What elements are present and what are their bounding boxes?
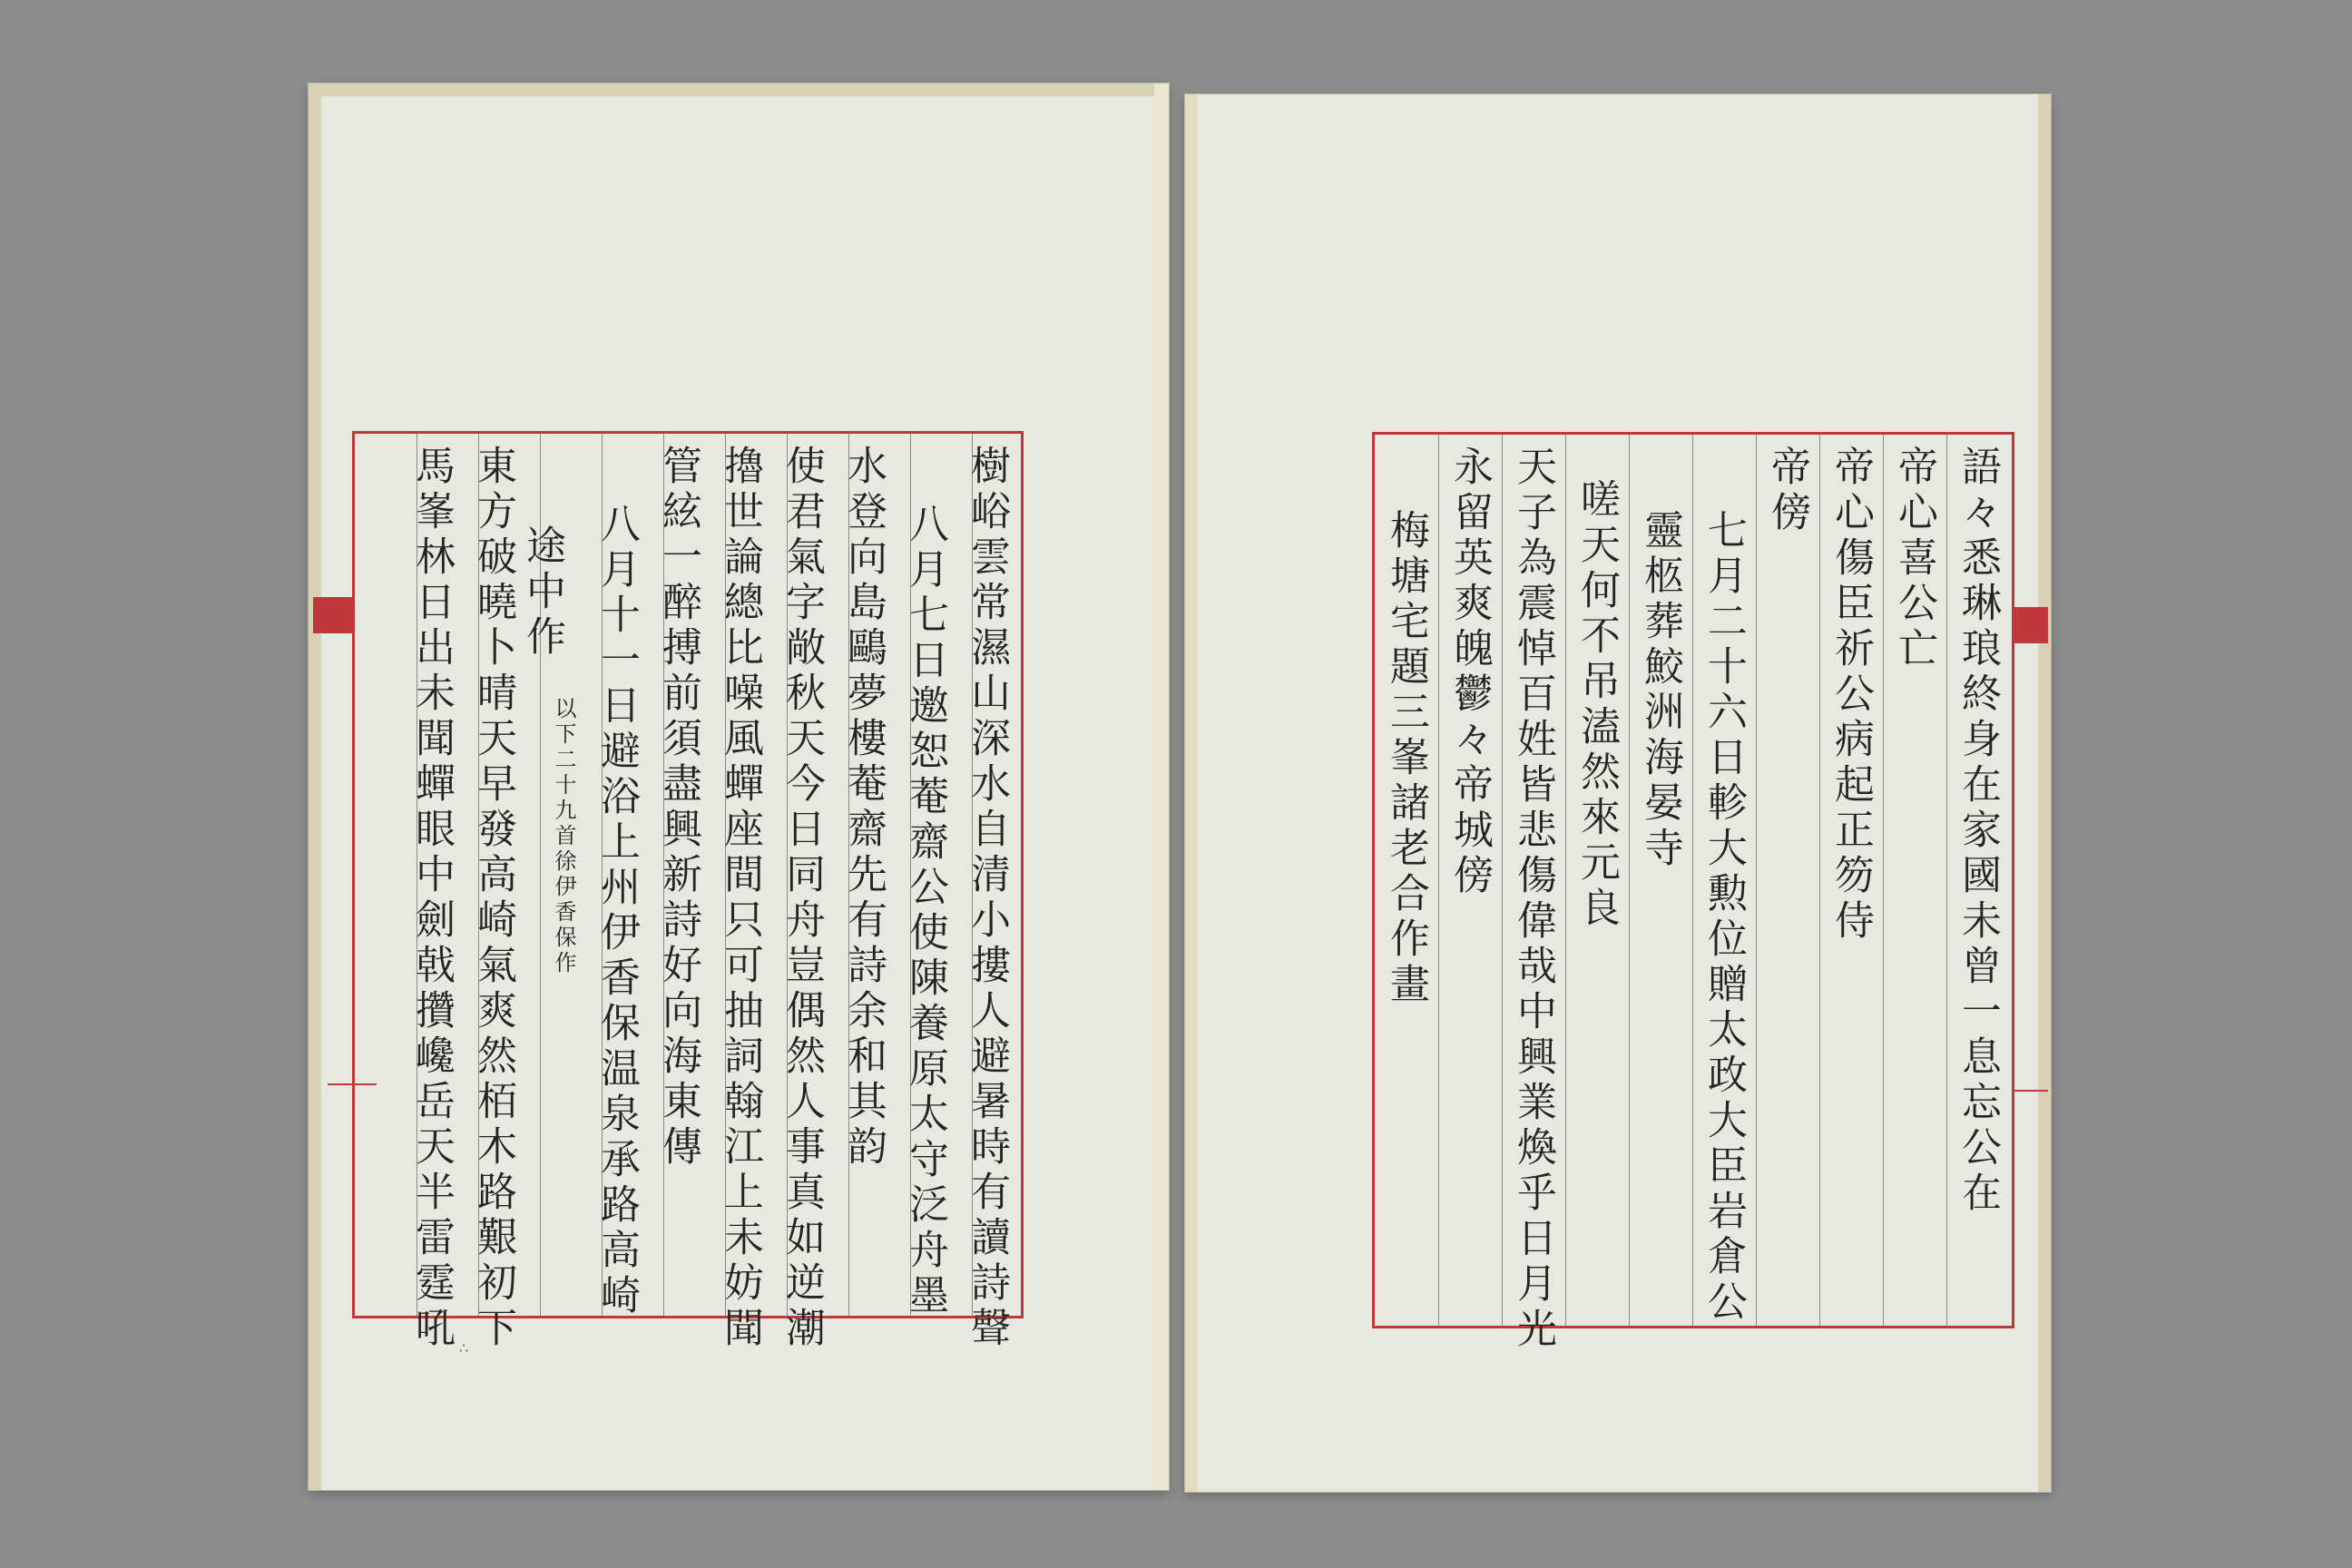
text-column: 天子為震悼百姓皆悲傷偉哉中興業煥乎日月光 [1510, 446, 1556, 1353]
frame-tab-marker [2012, 607, 2048, 643]
right-text-frame [1372, 432, 2014, 1353]
text-column-note: 以下二十九首徐伊香保作 [551, 697, 576, 976]
text-column: 帝心傷臣祈公病起正笏侍 [1828, 446, 1874, 945]
text-column: 梅塘宅題三峯諸老合作畫 [1383, 509, 1429, 1008]
frame-tick-marker [328, 1083, 377, 1085]
text-column: 八月七日邀恕菴齋公使陳養原太守泛舟墨 [902, 503, 948, 1319]
text-column: 擼世論總比噪風蟬座間只可抽詞翰江上未妨聞 [717, 445, 763, 1352]
column-rule [1756, 435, 1757, 1326]
page-left-edge [309, 83, 321, 1490]
text-column: 馬峯林日出未聞蟬眼中劍戟攢巉岳天半雷霆吼 [408, 445, 455, 1352]
text-column: 永留英爽魄鬱々帝城傍 [1446, 446, 1493, 899]
column-rule [1692, 435, 1693, 1326]
text-column: 東方破曉卜晴天早發高崎氣爽然栢木路艱初下 [470, 445, 516, 1352]
page-right-edge [2038, 94, 2051, 1492]
frame-tab-marker [313, 597, 355, 633]
page-gutter-edge [1185, 94, 1198, 1492]
text-column: 水登向島鷗夢樓菴齋先有詩余和其韵 [840, 445, 887, 1171]
text-column: 使君氣字敞秋天今日同舟豈偶然人事真如逆潮 [779, 445, 825, 1352]
text-column: 八月十一日避浴上州伊香保温泉承路高崎 [593, 503, 640, 1319]
frame-tick-marker [2012, 1090, 2048, 1092]
column-rule [1629, 435, 1630, 1326]
column-rule [1946, 435, 1947, 1326]
text-column: 靈柩葬鮫洲海晏寺 [1637, 509, 1683, 872]
page-top-edge [309, 83, 1169, 96]
text-column: 七月二十六日軫大勲位贈太政大臣岩倉公 [1700, 509, 1747, 1326]
text-column: 帝傍 [1764, 446, 1810, 536]
column-rule [1438, 435, 1439, 1326]
column-rule [1502, 435, 1503, 1326]
column-rule [1883, 435, 1884, 1326]
column-rule [1565, 435, 1566, 1326]
left-text-frame [352, 431, 1024, 1352]
column-rule [1819, 435, 1820, 1326]
text-column: 語々悉琳琅終身在家國未曾一息忘公在 [1955, 446, 2001, 1217]
text-column: 嗟天何不吊溘然來元良 [1573, 478, 1620, 932]
page-right-edge [1154, 83, 1169, 1490]
text-column: 樹峪雲常濕山深水自清小摟人避暑時有讀詩聲 [964, 445, 1010, 1352]
page-mark: ∴ [459, 1339, 469, 1357]
text-column: 帝心喜公亡 [1891, 446, 1937, 672]
text-column: 管絃一醉搏前須盡興新詩好向海東傳 [655, 445, 701, 1171]
text-column: 途中作 [519, 524, 565, 661]
